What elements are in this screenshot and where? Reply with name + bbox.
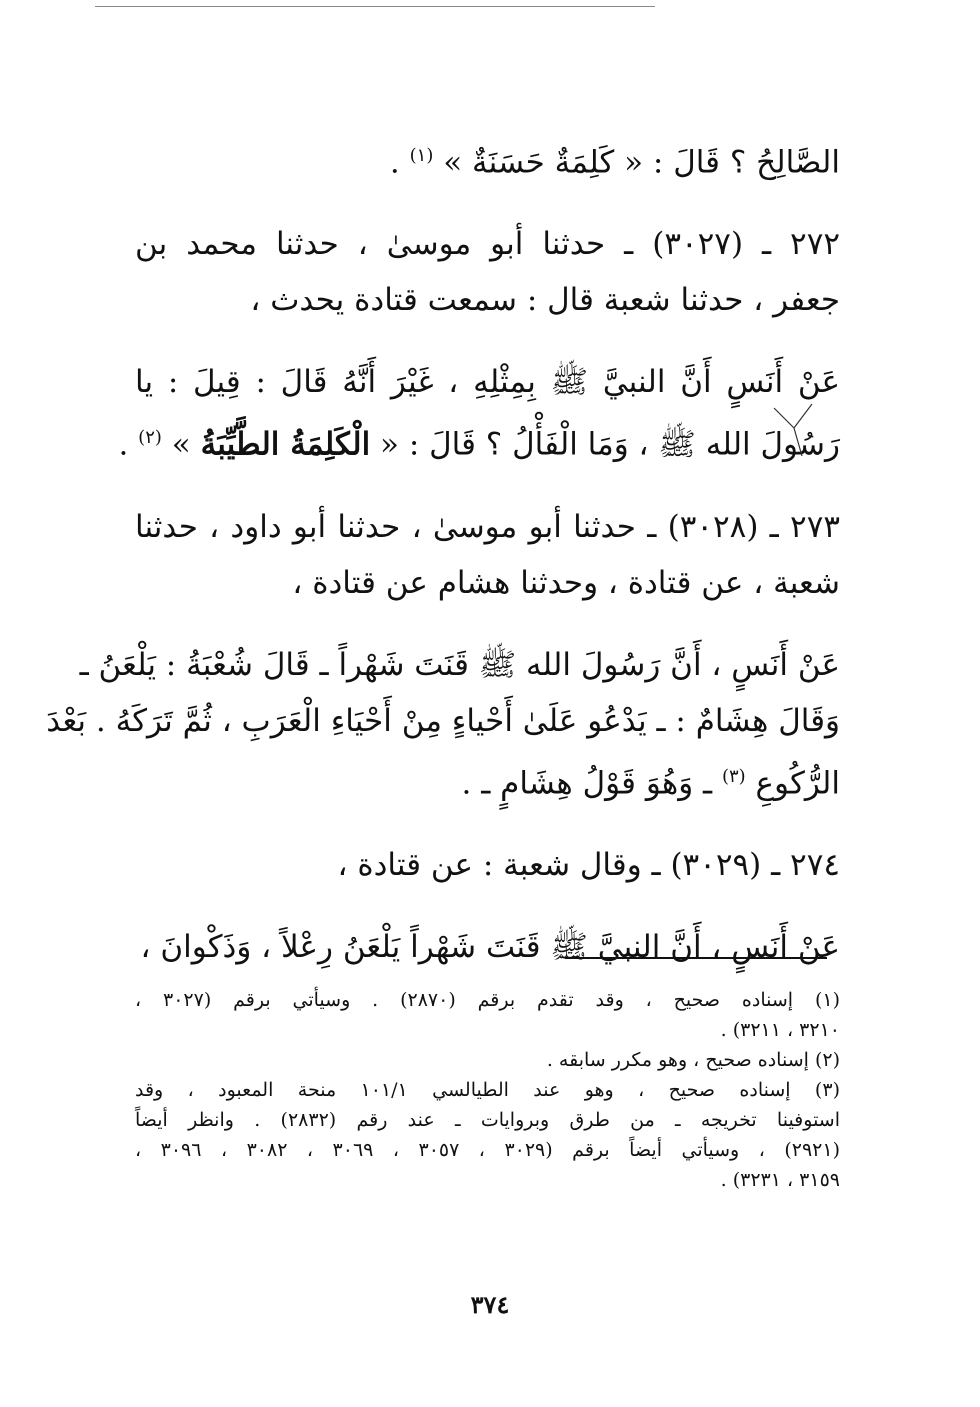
- footnote-ref-3: (٣): [721, 765, 746, 787]
- footnote-ref-1: (١): [409, 145, 434, 166]
- footnotes: [135, 985, 840, 1195]
- hadith-272-header-cont: جعفر ، حدثنا شعبة قال : سمعت قتادة يحدث ،: [250, 282, 840, 319]
- page-number: ٣٧٤: [470, 1290, 510, 1319]
- hadith-274-header: ٢٧٤ ـ (٣٠٢٩) ـ وقال شعبة : عن قتادة ،: [337, 846, 840, 883]
- hadith-273-header-cont: شعبة ، عن قتادة ، وحدثنا هشام عن قتادة ،: [292, 564, 840, 601]
- footnote-3: (٣) إسناده صحيح ، وهو عند الطيالسي ١٠١/١ منحة المعبود ، وقد: [135, 1079, 840, 1101]
- hadith-273-text-end: الرُّكُوعِ $^{(٣)}$ ـ وَهُوَ قَوْلُ هِشَامٍ ـ .: [461, 764, 840, 801]
- hadith-274-text: عَنْ أَنَسٍ ، أَنَّ النبيَّ ﷺ قَنَتَ شَهْراً يَلْعَنُ رِعْلاً ، وَذَكْوانَ ،: [140, 928, 840, 965]
- top-edge-line: [95, 6, 655, 7]
- hadith-273-text: عَنْ أَنَسٍ ، أَنَّ رَسُولَ الله ﷺ قَنَتَ شَهْراً ـ قَالَ شُعْبَةُ : يَلْعَنُ ـ: [79, 646, 840, 683]
- footnote-3-cont: (٢٩٢١) ، وسيأتي أيضاً برقم (٣٠٢٩ ، ٣٠٥٧ ، ٣٠٦٩ ، ٣٠٨٢ ، ٣٠٩٦ ،: [135, 1139, 841, 1161]
- main-text: [46, 128, 840, 975]
- text-line: الصَّالِحُ ؟ قَالَ : « كَلِمَةٌ حَسَنَةٌ » $^{(١)}$ .: [389, 144, 840, 181]
- footnote-ref-2: (٢): [138, 427, 162, 449]
- hadith-273-text-cont: وَقَالَ هِشَامٌ : ـ يَدْعُو عَلَىٰ أَحْياءٍ مِنْ أَحْيَاءِ الْعَرَبِ ، ثُمَّ تَرَكَهُ . بَعْدَ: [46, 702, 840, 739]
- footnote-1: (١) إسناده صحيح ، وقد تقدم برقم (٢٨٧٠) . وسيأتي برقم (٣٠٢٧ ،: [135, 989, 840, 1011]
- footnote-3-end: ٣١٥٩ ، ٣٢٣١) .: [720, 1169, 840, 1191]
- footnote-separator: [565, 957, 827, 959]
- hadith-272-text-cont: رَسُولَ الله ﷺ ، وَمَا الْفَأْلُ ؟ قَالَ : « الْكَلِمَةُ الطَّيِّبَةُ » $^{(٢)}$ .: [118, 426, 840, 463]
- hadith-272-header: ٢٧٢ ـ (٣٠٢٧) ـ حدثنا أبو موسىٰ ، حدثنا محمد بن: [135, 226, 840, 263]
- hadith-273-header: ٢٧٣ ـ (٣٠٢٨) ـ حدثنا أبو موسىٰ ، حدثنا أبو داود ، حدثنا: [135, 508, 840, 545]
- footnote-3-cont: استوفينا تخريجه ـ من طرق وبروايات ـ عند رقم (٢٨٣٢) . وانظر أيضاً: [135, 1109, 841, 1131]
- footnote-1-cont: ٣٢١٠ ، ٣٢١١) .: [720, 1019, 840, 1041]
- bold-phrase: الْكَلِمَةُ الطَّيِّبَةُ: [200, 426, 371, 463]
- handwritten-mark: [772, 400, 822, 460]
- hadith-272-text: عَنْ أَنَسٍ أَنَّ النبيَّ ﷺ بِمِثْلِهِ ، غَيْرَ أَنَّهُ قَالَ : قِيلَ : يا: [135, 364, 840, 401]
- footnote-2: (٢) إسناده صحيح ، وهو مكرر سابقه .: [546, 1049, 840, 1071]
